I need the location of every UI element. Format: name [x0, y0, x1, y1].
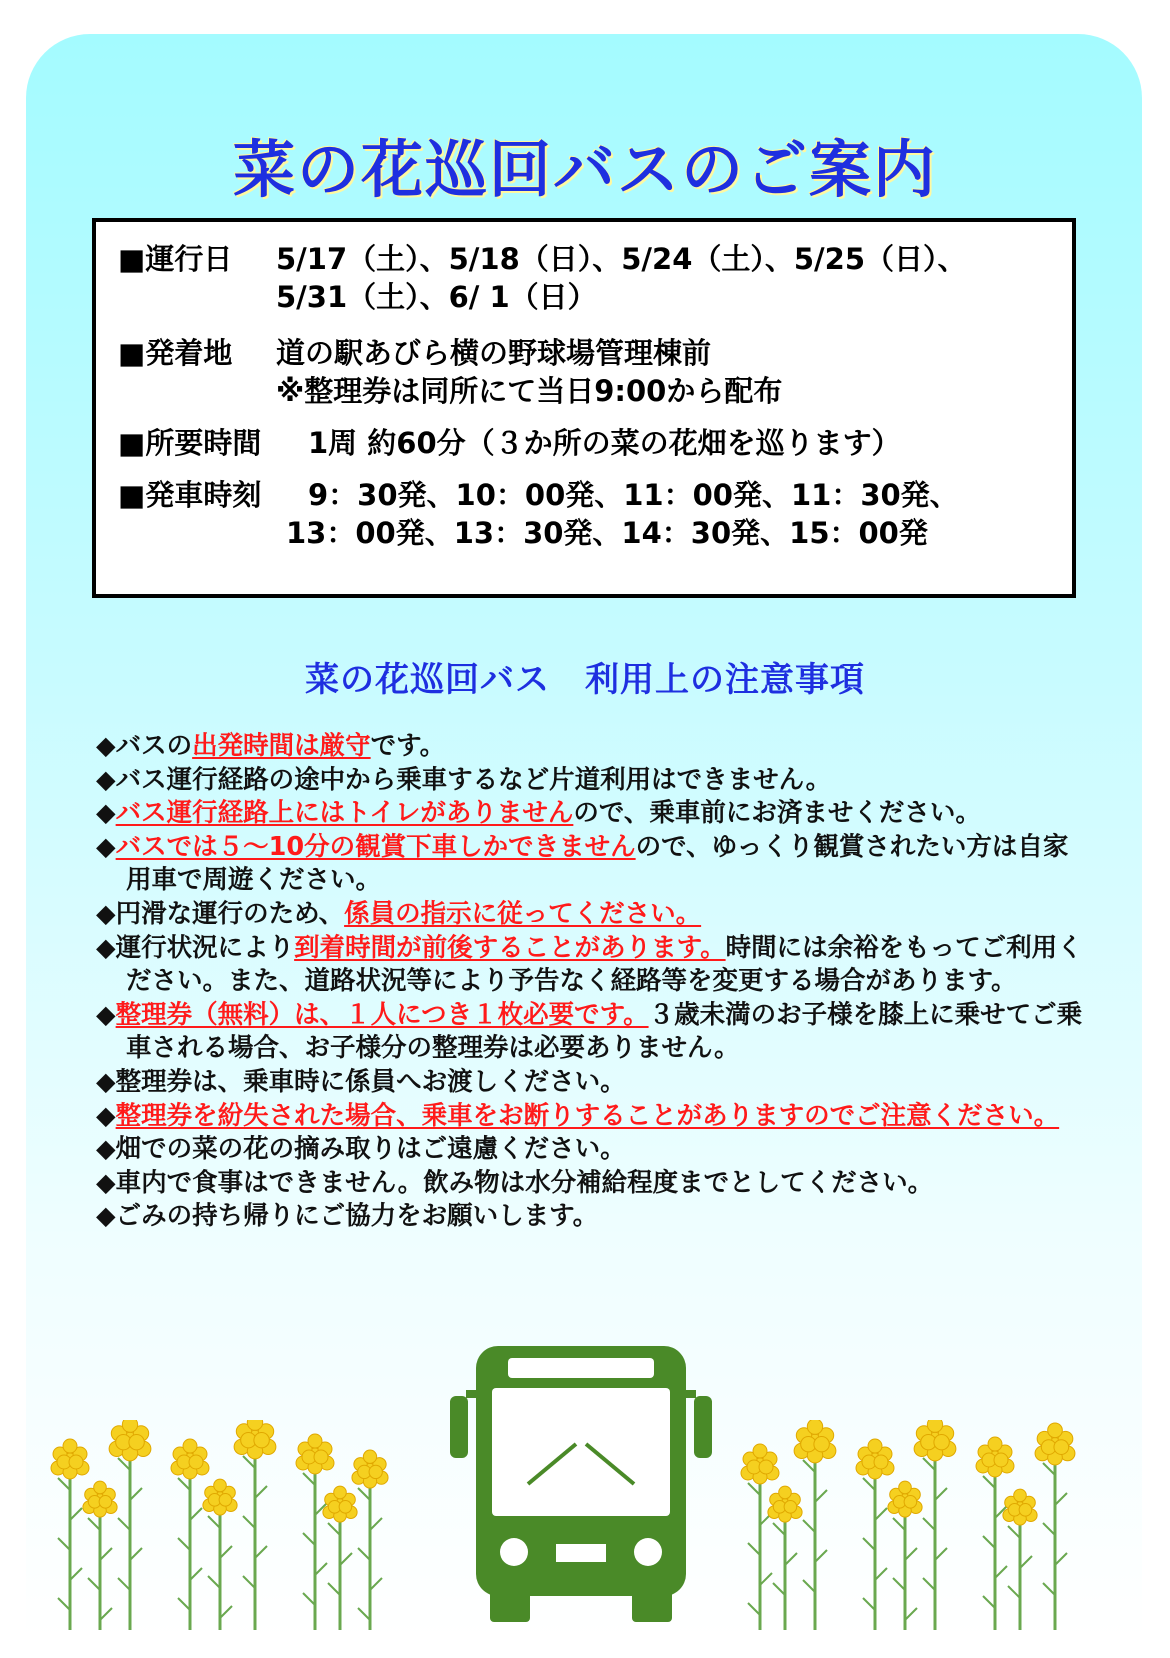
- schedule-line1: 5/17（土）、5/18（日）、5/24（土）、5/25（日）、: [276, 242, 967, 276]
- notes-title: 菜の花巡回バス 利用上の注意事項: [305, 660, 865, 700]
- rapeseed-flower: [856, 1439, 894, 1630]
- note-item: [96, 932, 1086, 999]
- rapeseed-flower: [741, 1444, 779, 1630]
- note-emphasis: 整理券（無料）は、１人につき１枚必要です。: [115, 999, 649, 1030]
- rapeseed-flower: [888, 1481, 922, 1630]
- note-item: [96, 1167, 1086, 1201]
- times-row: [118, 476, 959, 514]
- note-emphasis: 到着時間が前後することがあります。: [294, 932, 726, 963]
- rapeseed-flower: [1035, 1423, 1075, 1630]
- note-emphasis: バスでは５～10分の観賞下車しかできません: [115, 831, 636, 862]
- note-text: 時間には余裕をもってご利用ください。また、道路状況等により予告なく経路等を変更する場合があります。: [126, 932, 1083, 997]
- note-text: ◆: [96, 798, 116, 829]
- departure-row: [118, 334, 711, 372]
- note-text: ので、ゆっくり観賞されたい方は自家用車で周遊ください。: [126, 831, 1069, 896]
- note-emphasis: バス運行経路上にはトイレがありません: [115, 798, 574, 829]
- headlight-left: [500, 1538, 528, 1566]
- note-text: ◆畑での菜の花の摘み取りはご遠慮ください。: [96, 1134, 626, 1165]
- departure-line1: 道の駅あびら横の野球場管理棟前: [276, 336, 712, 370]
- note-text: ◆車内で食事はできません。飲み物は水分補給程度までとしてください。: [96, 1167, 934, 1198]
- note-text: ので、乗車前にお済ませください。: [573, 798, 981, 829]
- note-text: ◆バスの: [96, 731, 193, 761]
- note-text: ◆バス運行経路の途中から乗車するなど片道利用はできません。: [96, 764, 832, 795]
- rapeseed-flower: [296, 1434, 334, 1630]
- note-item: [96, 764, 1086, 798]
- license-plate: [556, 1544, 606, 1562]
- rapeseed-flower: [1003, 1489, 1037, 1630]
- rapeseed-flower: [234, 1420, 276, 1630]
- note-text: ３歳未満のお子様を膝上に乗せてご乗車される場合、お子様分の整理券は必要ありません。: [126, 999, 1083, 1064]
- note-item: [96, 1100, 1086, 1134]
- note-item: [96, 1066, 1086, 1100]
- wheel-right: [632, 1590, 672, 1622]
- times-line1: 9：30発、10：00発、11：00発、11：30発、: [308, 478, 959, 512]
- rapeseed-flower: [794, 1420, 836, 1630]
- note-text: ◆: [96, 831, 116, 862]
- bus-icon: [446, 1344, 716, 1624]
- notes-list: [96, 730, 1086, 1234]
- info-box: [92, 218, 1076, 598]
- duration-value: 1周 約60分（３か所の菜の花畑を巡ります）: [308, 426, 901, 460]
- note-text: ◆: [96, 999, 116, 1030]
- rapeseed-flower: [352, 1450, 388, 1630]
- departure-line2: ※整理券は同所にて当日9:00から配布: [276, 374, 783, 408]
- note-text: ◆: [96, 1100, 116, 1131]
- note-text: ◆運行状況により: [96, 932, 295, 963]
- schedule-row: [118, 240, 967, 278]
- rapeseed-flower: [976, 1437, 1014, 1630]
- note-item: [96, 730, 1086, 764]
- note-text: ◆整理券は、乗車時に係員へお渡しください。: [96, 1066, 626, 1097]
- bus-destination-sign: [508, 1358, 654, 1378]
- note-emphasis: 出発時間は厳守: [192, 731, 371, 761]
- rapeseed-flower: [51, 1439, 89, 1630]
- rapeseed-flower: [323, 1486, 357, 1630]
- note-item: [96, 1200, 1086, 1234]
- rapeseed-flower: [768, 1486, 802, 1630]
- note-text: ◆ごみの持ち帰りにご協力をお願いします。: [96, 1201, 599, 1232]
- rapeseed-flower: [109, 1420, 151, 1630]
- note-emphasis: 係員の指示に従ってください。: [344, 898, 702, 929]
- note-item: [96, 999, 1086, 1066]
- duration-row: [118, 424, 901, 462]
- page-title: 菜の花巡回バスのご案内: [232, 133, 937, 206]
- rapeseed-flower: [203, 1479, 237, 1630]
- rapeseed-flower: [171, 1439, 209, 1630]
- note-item: [96, 1133, 1086, 1167]
- wheel-left: [490, 1590, 530, 1622]
- note-text: です。: [370, 731, 446, 761]
- schedule-label: ■運行日: [118, 242, 233, 276]
- rapeseed-flowers-right: [730, 1420, 1090, 1630]
- times-line2: 13：00発、13：30発、14：30発、15：00発: [286, 516, 928, 550]
- times-label: ■発車時刻: [118, 478, 262, 512]
- note-emphasis: 整理券を紛失された場合、乗車をお断りすることがありますのでご注意ください。: [115, 1100, 1060, 1131]
- note-item: [96, 831, 1086, 898]
- note-item: [96, 898, 1086, 932]
- schedule-line2: 5/31（土）、6/ 1（日）: [276, 280, 597, 314]
- note-item: [96, 797, 1086, 831]
- bus-windshield: [492, 1388, 670, 1516]
- rapeseed-flowers-left: [40, 1420, 400, 1630]
- rapeseed-flower: [914, 1420, 956, 1630]
- note-text: ◆円滑な運行のため、: [96, 898, 345, 929]
- departure-label: ■発着地: [118, 336, 233, 370]
- headlight-right: [634, 1538, 662, 1566]
- duration-label: ■所要時間: [118, 426, 262, 460]
- rapeseed-flower: [83, 1481, 117, 1630]
